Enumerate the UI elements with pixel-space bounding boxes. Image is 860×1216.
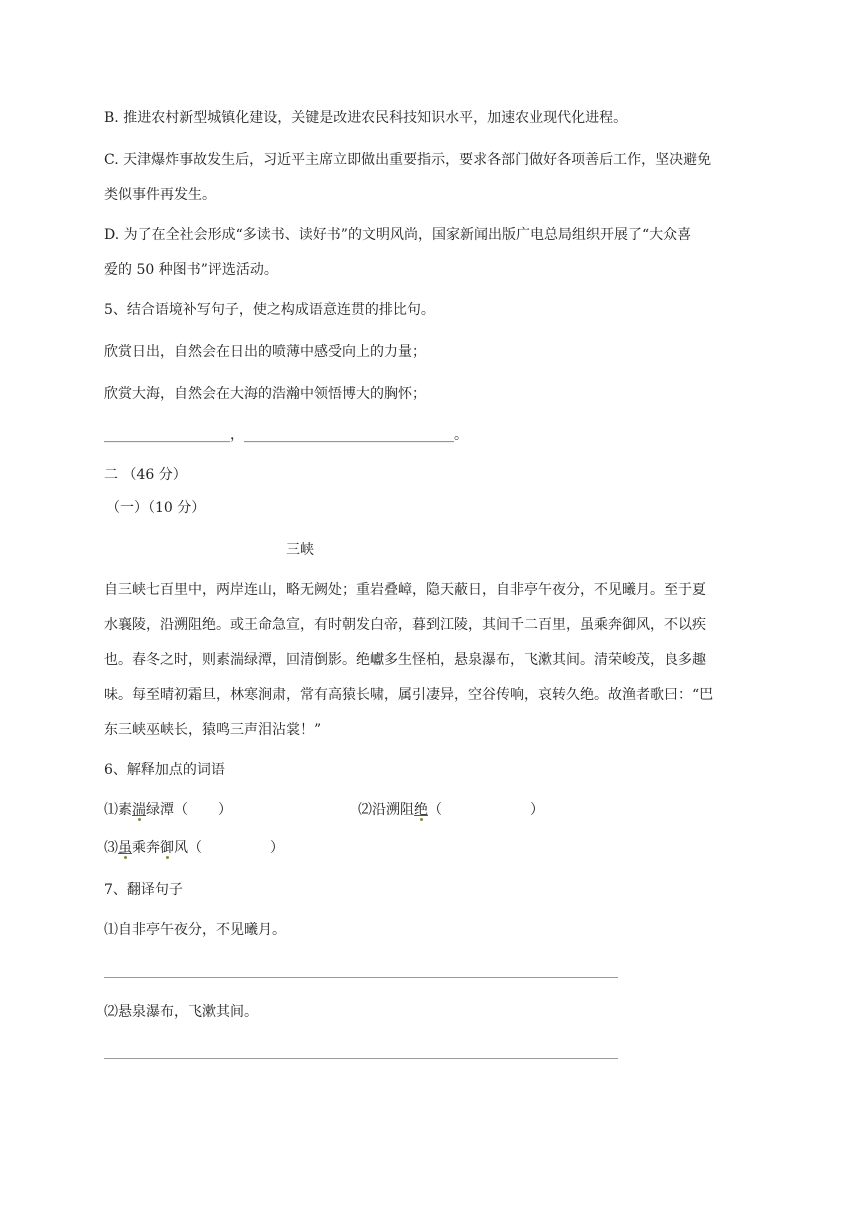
q7-answer-line-2[interactable] — [104, 1058, 618, 1059]
q6-item-1-prefix: 素 — [118, 802, 132, 818]
q6-item-3 — [104, 838, 284, 858]
passage-title: 三峡 — [286, 542, 314, 558]
q5-answer-line[interactable] — [104, 425, 468, 445]
q7-prompt: 7、翻译句子 — [104, 882, 183, 898]
q5-blank-1[interactable]: __________________ — [104, 427, 230, 443]
q7-sentence-2: ⑵悬泉瀑布，飞漱其间。 — [104, 1004, 258, 1020]
q4-option-d-line2: 爱的 50 种图书”评选活动。 — [104, 262, 278, 278]
q7-sentence-1: ⑴自非亭午夜分，不见曦月。 — [104, 922, 286, 938]
q6-item-1-suffix: 绿潭（ — [146, 802, 188, 818]
q6-item-3-dotted-word: 虽 — [118, 840, 132, 856]
q6-item-3-number: ⑶ — [104, 840, 118, 856]
q6-item-1-dotted-word: 湍 — [132, 802, 146, 818]
q6-item-3-dotted-char: 御 — [160, 840, 174, 856]
q6-item-2-prefix: 沿溯阻 — [372, 802, 414, 818]
q7-answer-line-1[interactable] — [104, 977, 618, 978]
q6-item-3-suffix: 风（ — [174, 840, 202, 856]
q6-item-1-close: ） — [218, 802, 232, 818]
passage-line-4: 味。每至晴初霜旦，林寒涧肃，常有高猿长啸，属引凄异，空谷传响，哀转久绝。故渔者歌曰：“巴 — [104, 687, 714, 703]
q6-item-1 — [104, 800, 232, 820]
q4-option-c-line2: 类似事件再发生。 — [104, 187, 216, 203]
passage-line-3: 也。春冬之时，则素湍绿潭，回清倒影。绝巘多生怪柏，悬泉瀑布，飞漱其间。清荣峻茂，良多趣 — [104, 652, 706, 668]
q5-comma: ， — [230, 427, 244, 443]
passage-line-1: 自三峡七百里中，两岸连山，略无阙处；重岩叠嶂，隐天蔽日，自非亭午夜分，不见曦月。至于夏 — [104, 582, 706, 598]
section-2-part-1: （一）（10 分） — [106, 500, 206, 516]
q5-period: 。 — [454, 427, 468, 443]
q6-item-2-dotted-word: 绝 — [414, 802, 428, 818]
q6-item-2-close: ） — [530, 802, 544, 818]
q4-option-d-line1: D. 为了在全社会形成“多读书、读好书”的文明风尚，国家新闻出版广电总局组织开展了“大众喜 — [104, 227, 692, 243]
q6-item-1-number: ⑴ — [104, 802, 118, 818]
passage-line-2: 水襄陵，沿溯阻绝。或王命急宣，有时朝发白帝，暮到江陵，其间千二百里，虽乘奔御风，不以疾 — [104, 617, 706, 633]
q6-item-2 — [358, 800, 544, 820]
q4-option-c-line1: C. 天津爆炸事故发生后，习近平主席立即做出重要指示，要求各部门做好各项善后工作，坚决避免 — [104, 152, 712, 168]
q6-item-3-middle: 乘奔 — [132, 840, 160, 856]
q6-prompt: 6、解释加点的词语 — [104, 762, 225, 778]
passage-line-5: 东三峡巫峡长，猿鸣三声泪沾裳！” — [104, 722, 322, 738]
q4-option-b: B. 推进农村新型城镇化建设，关键是改进农民科技知识水平，加速农业现代化进程。 — [104, 110, 628, 126]
q5-prompt: 5、结合语境补写句子，使之构成语意连贯的排比句。 — [104, 302, 435, 318]
q5-example-line2: 欣赏大海，自然会在大海的浩瀚中领悟博大的胸怀； — [104, 386, 426, 402]
q6-item-3-close: ） — [270, 840, 284, 856]
section-2-header: 二 （46 分） — [104, 467, 187, 483]
q5-blank-2[interactable]: ______________________________ — [244, 427, 454, 443]
q6-item-2-number: ⑵ — [358, 802, 372, 818]
q6-item-2-suffix: （ — [428, 802, 442, 818]
q5-example-line1: 欣赏日出，自然会在日出的喷薄中感受向上的力量； — [104, 344, 426, 360]
